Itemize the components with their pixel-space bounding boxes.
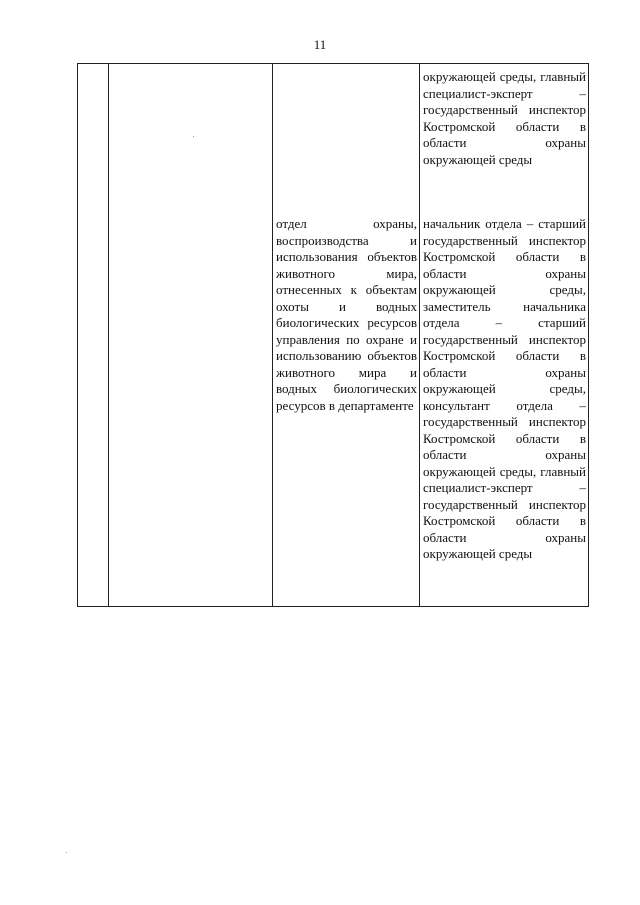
column-divider-2 [272,64,273,606]
positions-cell: начальник отдела – старший государственный инспектор Костромской области в области охраны окружающей среды, заместитель начальника отдела – старший государственный инспектор Костромской области в области охраны окружающей среды, консультант отдела – государственный инспектор Костромской области в области охраны окружающей среды, главный специалист-эксперт – государственный инспектор Костромской области в области охраны окружающей среды [423,216,586,561]
page-number: 11 [313,37,327,52]
document-table [77,63,589,607]
scan-speck [66,852,67,853]
continued-position-cell: окружающей среды, главный специалист-эксперт – государственный инспектор Костромской области в области охраны окружающей среды [423,69,586,167]
column-divider-3 [419,64,420,606]
department-cell: отдел охраны, воспроизводства и использования объектов животного мира, отнесенных к объектам охоты и водных биологических ресурсов управления по охране и использованию объектов животного мира и водных биологических ресурсов в департаменте [276,216,417,413]
scan-speck [193,136,194,137]
column-divider-1 [108,64,109,606]
